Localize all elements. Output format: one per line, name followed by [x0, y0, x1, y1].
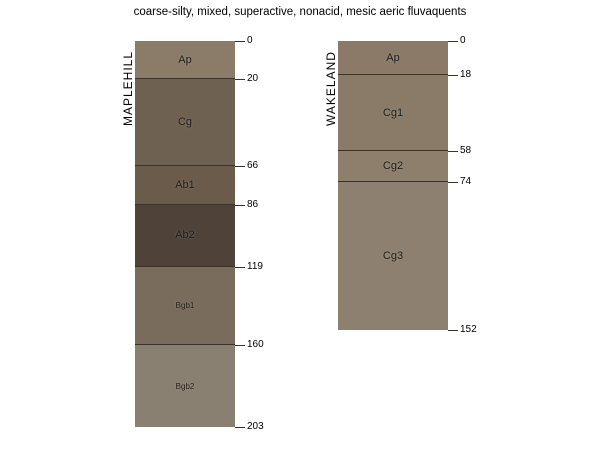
depth-label: 86 [247, 198, 259, 210]
horizon-label: Cg1 [382, 106, 404, 119]
depth-label: 160 [247, 339, 264, 351]
horizon-segment [135, 205, 235, 268]
depth-tick [235, 79, 245, 80]
depth-tick [448, 151, 458, 152]
depth-label: 18 [460, 69, 472, 81]
depth-label: 74 [460, 175, 472, 187]
depth-tick [448, 75, 458, 76]
depth-label: 58 [460, 145, 472, 157]
depth-tick [235, 267, 245, 268]
depth-label: 20 [247, 73, 259, 85]
depth-tick [448, 41, 458, 42]
depth-label: 0 [247, 35, 253, 46]
depth-label: 119 [247, 261, 263, 273]
depth-label: 152 [460, 324, 477, 336]
horizon-label: Cg [177, 116, 193, 129]
profile-name-maplehill: MAPLEHILL [121, 50, 135, 126]
horizon-label: Bgb2 [175, 381, 195, 391]
horizon-segment [135, 79, 235, 166]
depth-label: 66 [247, 160, 259, 172]
horizon-label: Ap [178, 53, 192, 66]
depth-tick [448, 330, 458, 331]
horizon-segment [135, 166, 235, 204]
horizon-label: Bgb1 [175, 301, 195, 311]
horizon-segment [338, 75, 448, 151]
chart-title: coarse-silty, mixed, superactive, nonacid, mesic aeric fluvaquents [133, 6, 467, 18]
depth-tick [235, 345, 245, 346]
horizon-label: Ab2 [175, 229, 195, 242]
depth-tick [235, 41, 245, 42]
horizon-label: Ap [386, 51, 400, 64]
horizon-segment [135, 267, 235, 345]
horizon-label: Ab1 [175, 178, 195, 191]
horizon-segment [338, 41, 448, 75]
depth-tick [235, 205, 245, 206]
horizon-segment [338, 151, 448, 181]
depth-label: 0 [460, 35, 466, 46]
horizon-label: Cg2 [382, 159, 404, 172]
depth-tick [448, 182, 458, 183]
depth-tick [235, 427, 245, 428]
horizon-segment [135, 41, 235, 79]
horizon-segment [338, 182, 448, 330]
profile-name-wakeland: WAKELAND [324, 51, 338, 126]
horizon-label: Cg3 [382, 249, 404, 262]
horizon-segment [135, 345, 235, 427]
depth-label: 203 [247, 421, 264, 432]
depth-tick [235, 166, 245, 167]
